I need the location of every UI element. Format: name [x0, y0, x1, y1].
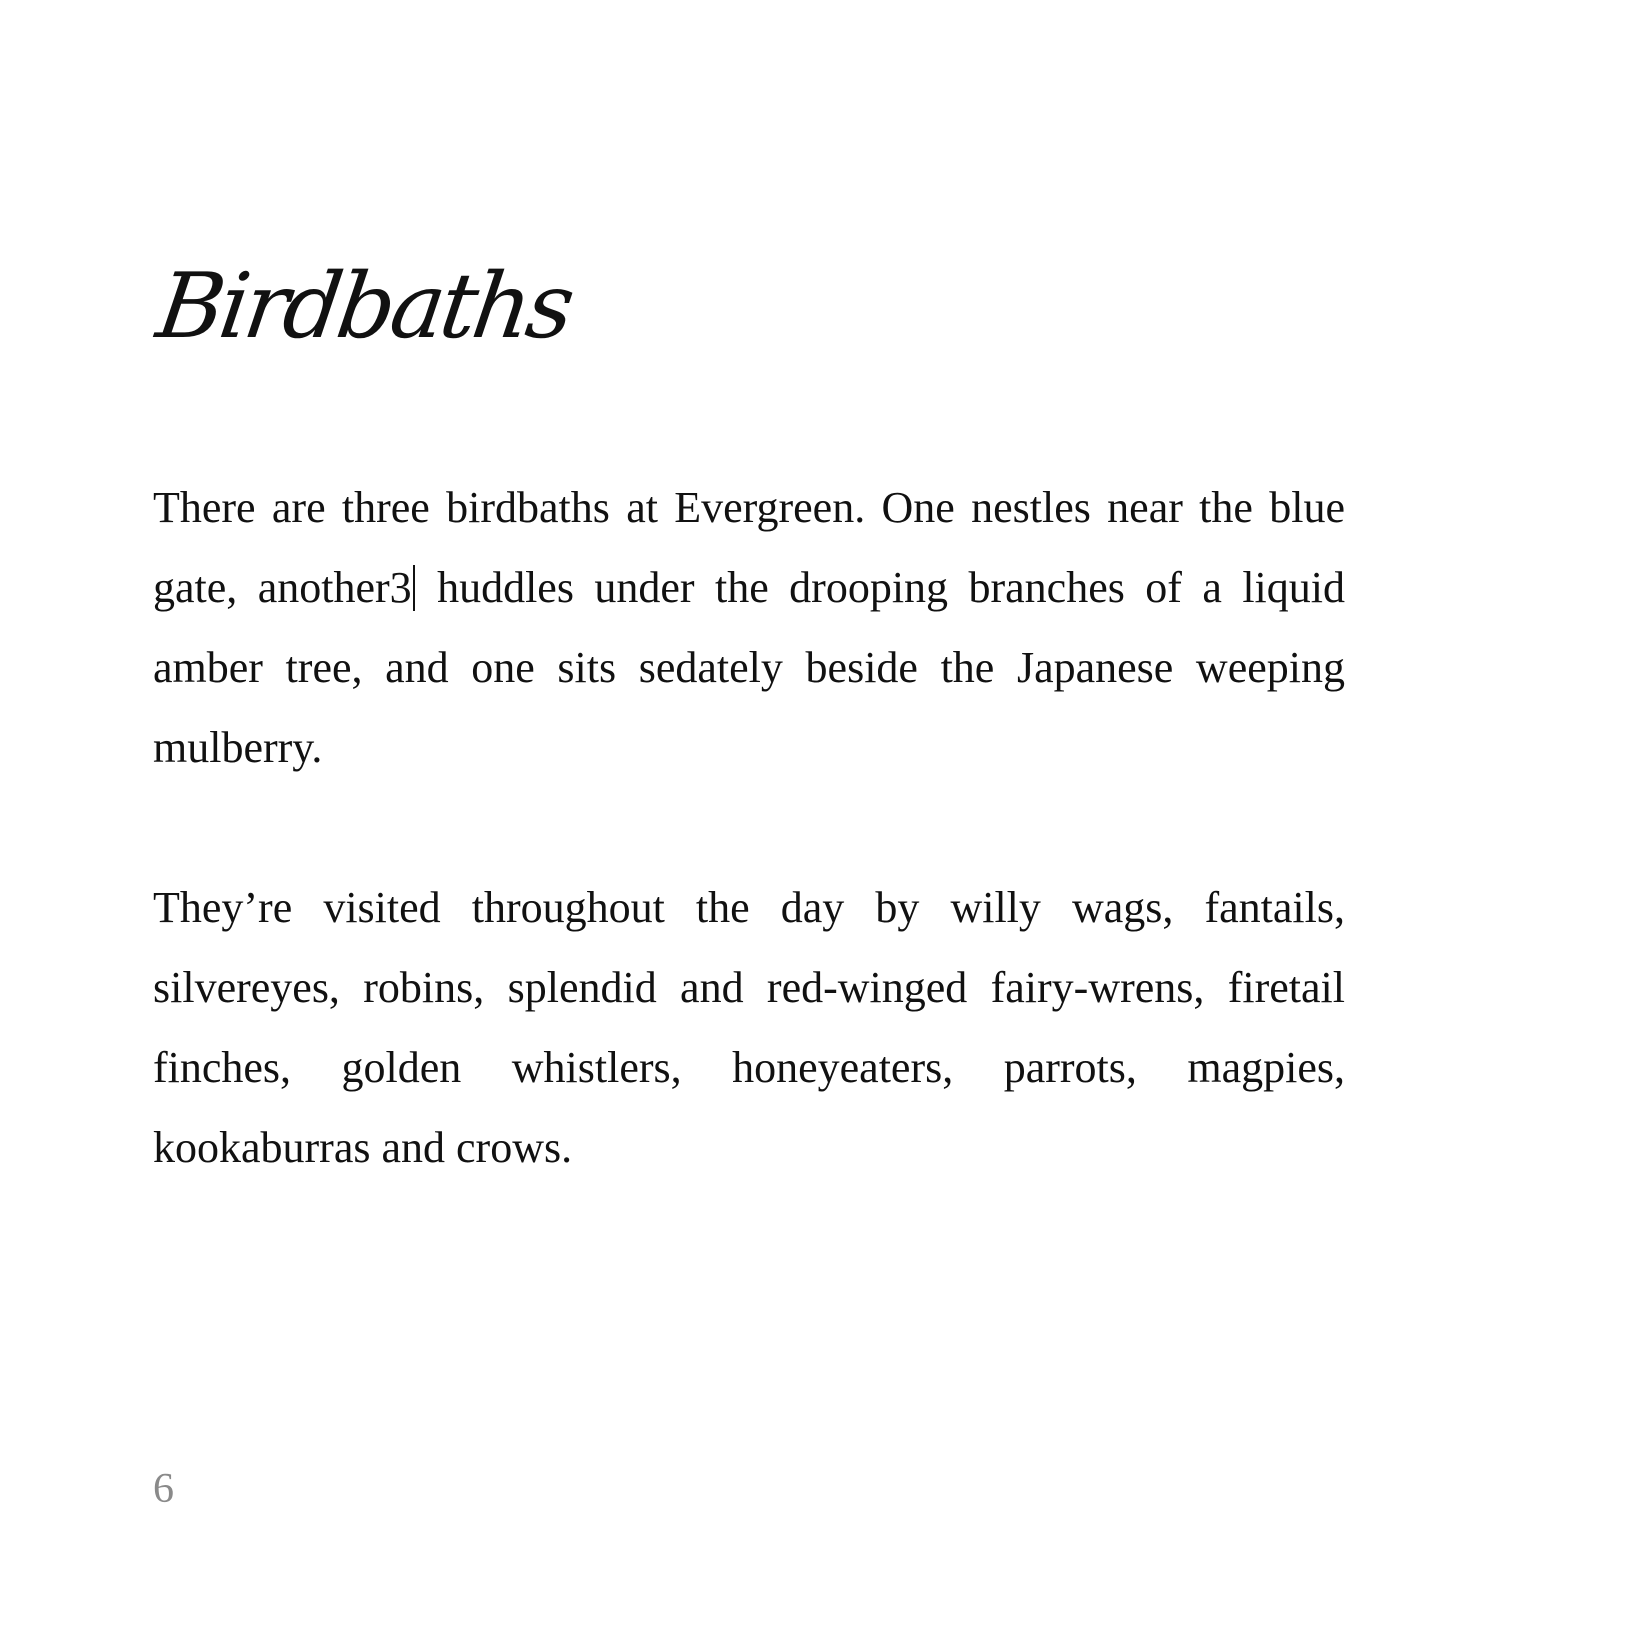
page-number: 6 [153, 1466, 174, 1512]
paragraph-birdbath-locations[interactable] [153, 468, 1345, 788]
page-title: Birdbaths [151, 254, 577, 359]
text-cursor [413, 565, 415, 611]
paragraph-text-after-caret: huddles under the drooping branches of a liquid amber tree, and one sits sedately beside the Japanese weeping mulberry. [153, 563, 1345, 772]
paragraph-bird-visitors[interactable]: They’re visited throughout the day by willy wags, fantails, silvereyes, robins, splendid and red-winged fairy-wrens, firetail finches, golden whistlers, honeyeaters, parrots, magpies, kookaburras and crows. [153, 883, 1345, 1172]
paragraph-text-before-caret: There are three birdbaths at Evergreen. One nestles near the blue gate, another3 [153, 483, 1345, 612]
